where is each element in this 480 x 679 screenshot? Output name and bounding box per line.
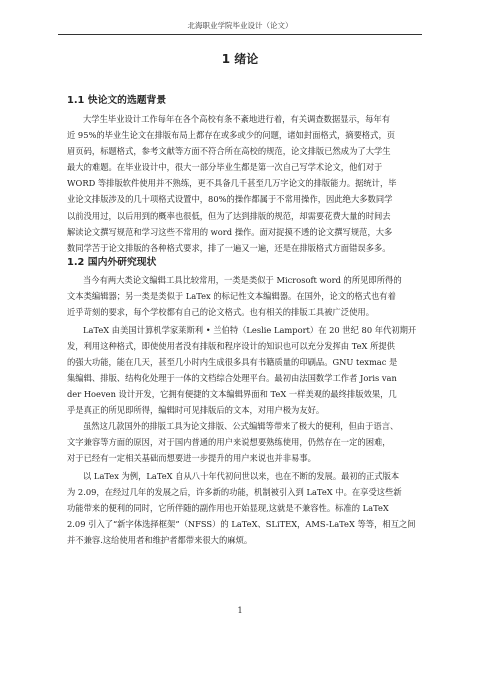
text-line: 为 2.09，在经过几年的发展之后，许多新的功能，机制被引入到 LaTeX 中。在享受这些新 xyxy=(67,487,402,498)
text-line: LaTeX 由美国计算机学家莱斯利 • 兰伯特（Leslie Lamport）在 20 世纪 80 年代初期开 xyxy=(83,325,417,335)
text-line: 以前没用过，以后用到的概率也很低，但为了达到排版的规范，却需要花费大量的时间去 xyxy=(67,210,391,221)
text-line: 2.09 引入了“新字体选择框架”（NFSS）的 LaTeX、SLiTEX，AMS-LaTeX 等等，相互之间 xyxy=(67,519,416,530)
text-line: 发，利用这种格式，即使使用者没有排版和程序设计的知识也可以充分发挥由 TeX 所提供 xyxy=(67,341,395,352)
text-line: 大学生毕业设计工作每年在各个高校有条不紊地进行着，有关调查数据显示，每年有 xyxy=(83,114,390,124)
text-line: 文本类编辑器；另一类是类似于 LaTex 的标记性文本编辑器。在国外，论文的格式也有着 xyxy=(67,291,396,302)
section-heading-1-1: 1.1 快论文的选题背景 xyxy=(67,95,167,106)
text-line: 虽然这几款国外的排版工具为论文排版、公式编辑等带来了极大的便利，但由于语言、 xyxy=(83,421,399,431)
text-line: 业论文排版涉及的几十项格式设置中，80%的操作都属于不常用操作，因此绝大多数同学 xyxy=(67,194,393,205)
text-line: 乎是真正的所见即所得，编辑时可见排版后的文本，对用户极为友好。 xyxy=(67,405,325,416)
text-line: 近 95%的毕业生论文在排版布局上都存在或多或少的问题，诸如封面格式，摘要格式，页 xyxy=(67,130,396,141)
text-line: 解读论文撰写规范和学习这些不常用的 word 操作。面对捉摸不透的论文撰写规范，大多 xyxy=(67,226,393,237)
page-number: 1 xyxy=(237,606,243,615)
text-line: 的强大功能，能在几天，甚至几小时内生成很多具有书籍质量的印刷品。GNU texmac 是 xyxy=(67,357,398,368)
text-line: 数同学苦于论文排版的各种格式要求，排了一遍又一遍，还是在排版格式方面错误多多。 xyxy=(67,242,391,253)
chapter-title: 1 绪论 xyxy=(221,52,259,66)
text-line: WORD 等排版软件使用并不熟练，更不具备几千甚至几万字论文的排版能力。据统计，毕 xyxy=(67,178,397,189)
text-line: 功能带来的便利的同时，它所伴随的副作用也开始显现,这就是不兼容性。标准的 LaTeX xyxy=(67,503,389,514)
text-line: 近乎苛刻的要求，每个学校都有自己的论文格式。也有相关的排版工具被广泛使用。 xyxy=(67,307,374,318)
text-line: 对于已经有一定相关基础而想要进一步提升的用户来说也并非易事。 xyxy=(67,453,316,464)
text-line: 当今有两大类论文编辑工具比较常用，一类是类似于 Microsoft word 的所见即所得的 xyxy=(83,275,402,285)
text-line: 以 LaTex 为例，LaTeX 自从八十年代初问世以来，也在不断的发展。最初的正式版本 xyxy=(83,471,400,481)
text-line: 文字兼容等方面的原因，对于国内普通的用户来说想要熟练使用，仍然存在一定的困难， xyxy=(67,437,391,448)
text-line: 眉页码，标题格式，参考文献等方面不符合所在高校的规范，论文排版已然成为了大学生 xyxy=(67,146,391,157)
paragraph-latex xyxy=(67,322,419,419)
text-line: 集编辑、排版、结构化处理于一体的文档综合处理平台。最初由法国数学工作者 Joris van xyxy=(67,373,397,384)
text-line: 并不兼容.这给使用者和维护者都带来很大的麻烦。 xyxy=(67,535,253,546)
paragraph-compatibility xyxy=(67,468,419,548)
paragraph-difficulty xyxy=(67,418,419,466)
paragraph-editors xyxy=(67,272,419,320)
paragraph-background xyxy=(67,111,419,256)
section-heading-1-2: 1.2 国内外研究现状 xyxy=(67,257,157,268)
text-line: 最大的难题。在毕业设计中，很大一部分毕业生都是第一次自己写学术论文，他们对于 xyxy=(67,162,383,173)
text-line: der Hoeven 设计开发，它拥有便捷的文本编辑界面和 TeX 一样美观的最终排版效果，几 xyxy=(67,389,397,400)
running-header: 北海职业学院毕业设计（论文） xyxy=(58,20,422,35)
